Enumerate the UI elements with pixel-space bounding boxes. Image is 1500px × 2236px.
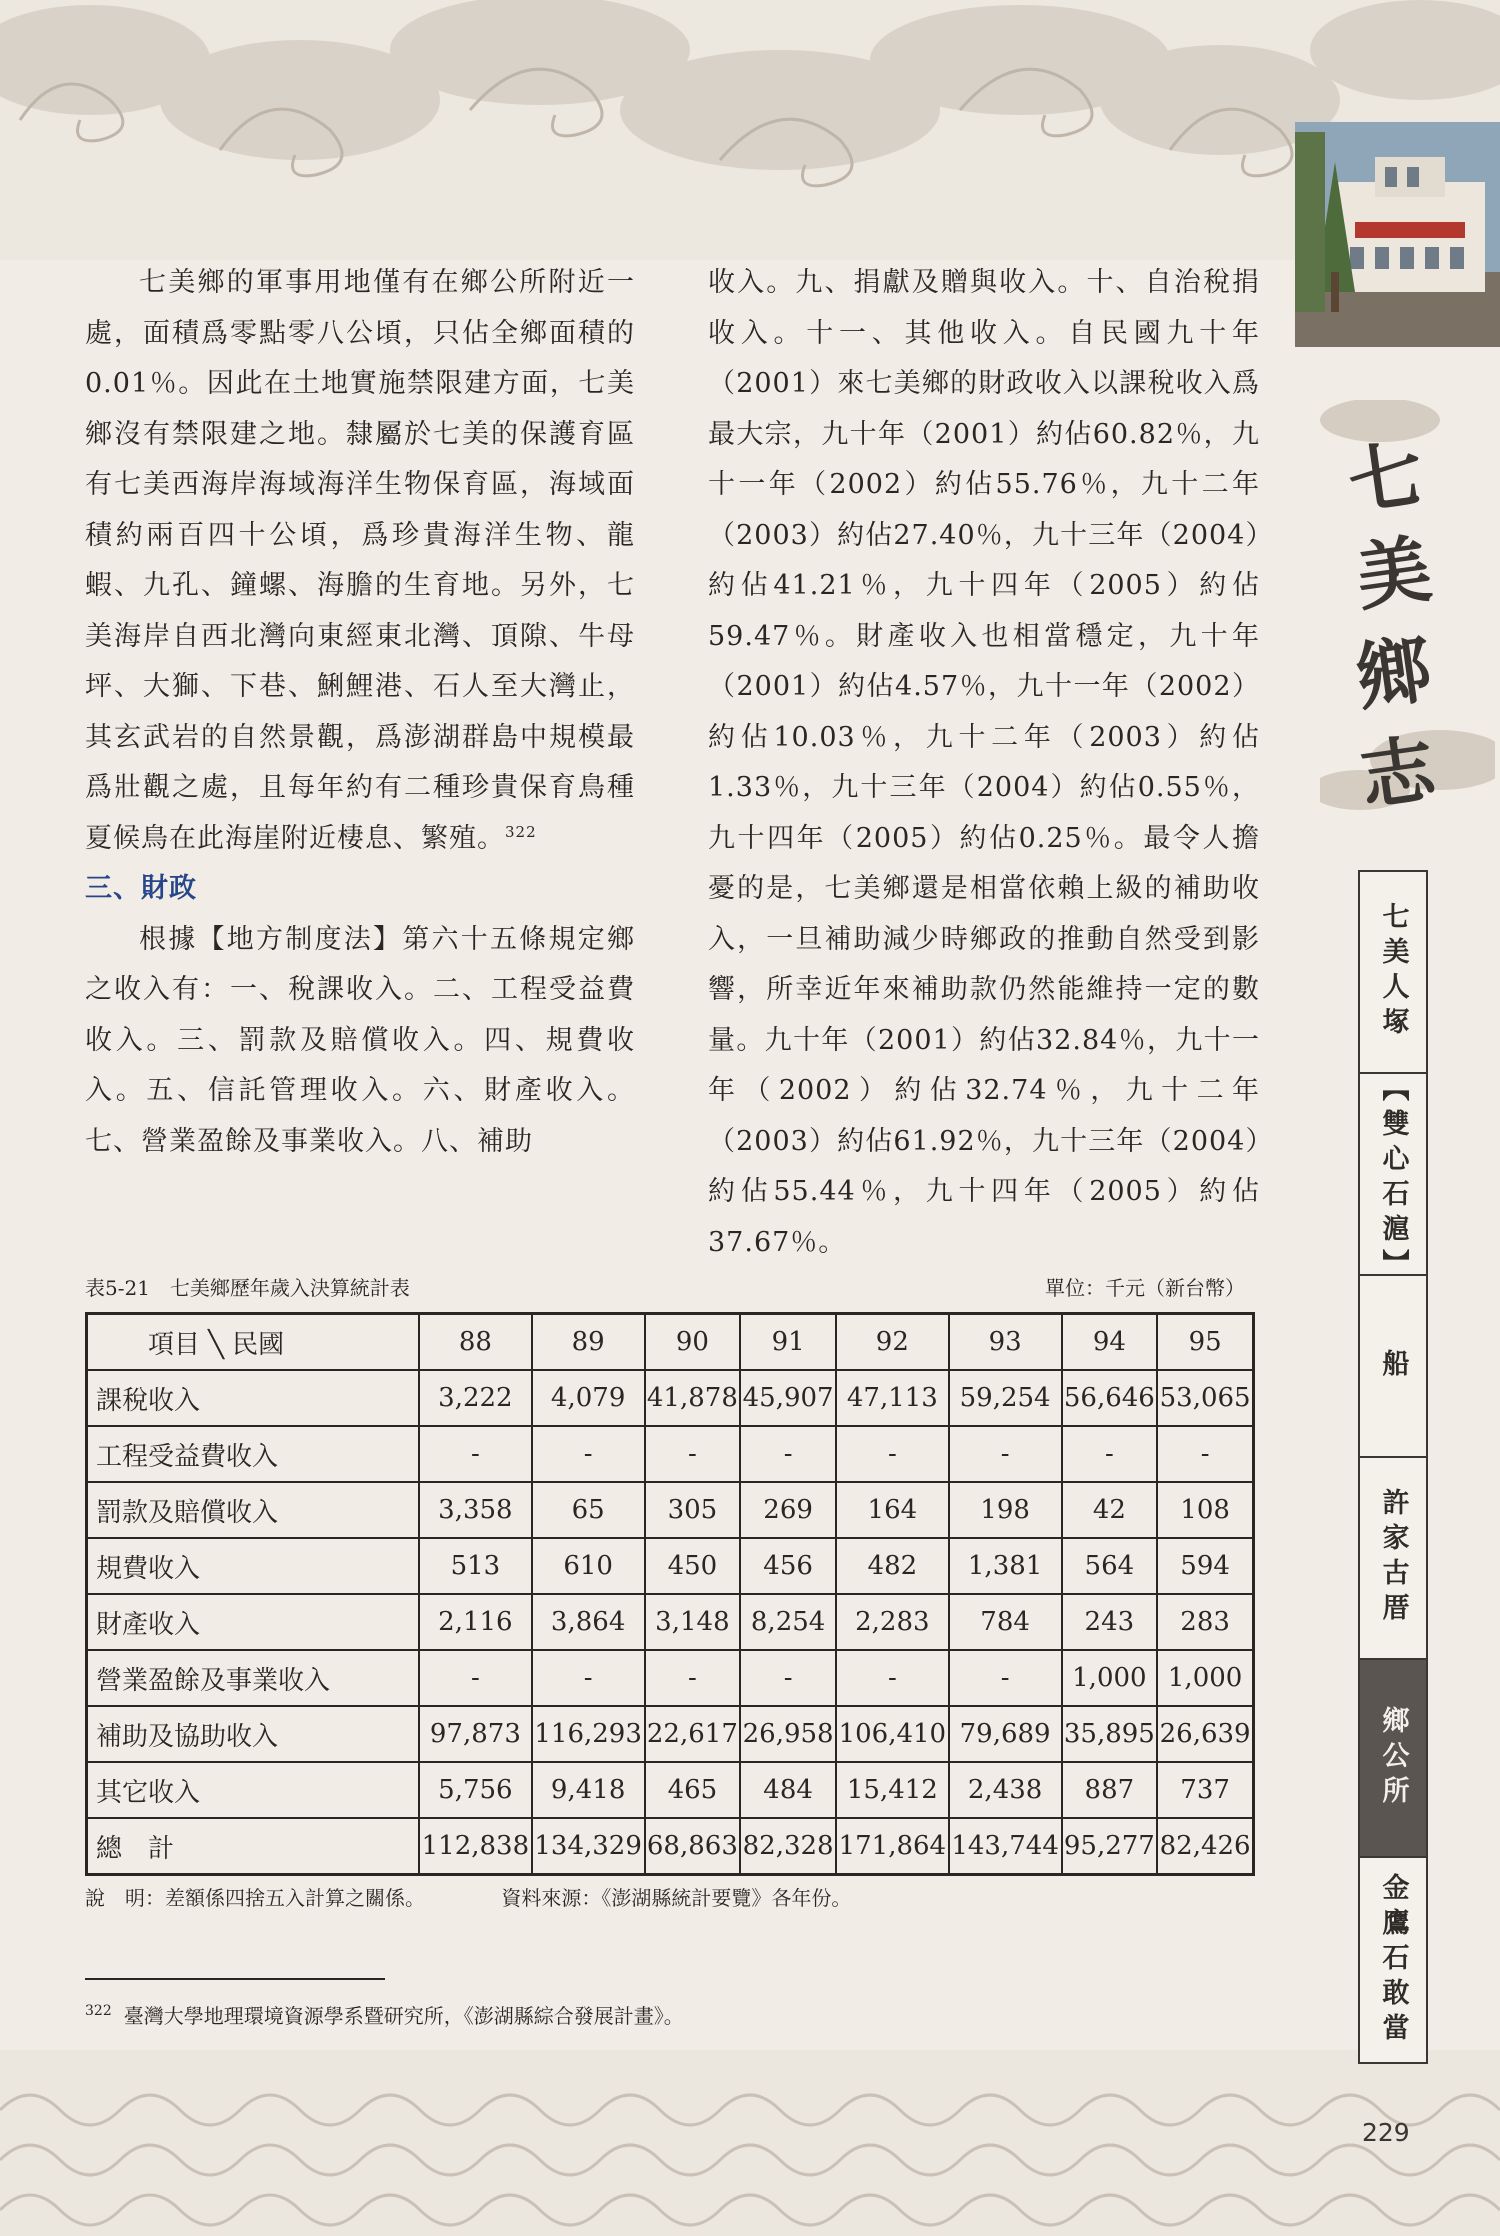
table-cell: 9,418 <box>532 1762 645 1818</box>
row-label: 規費收入 <box>87 1538 420 1594</box>
table-cell: - <box>419 1426 532 1482</box>
table-row <box>87 1594 1254 1650</box>
table-cell: 164 <box>836 1482 949 1538</box>
year-header: 91 <box>740 1314 836 1371</box>
table-cell: 887 <box>1062 1762 1158 1818</box>
paragraph-text: 七美鄉的軍事用地僅有在鄉公所附近一處，面積爲零點零八公頃，只佔全鄉面積的0.01％。因此在土地實施禁限建方面，七美鄉沒有禁限建之地。隸屬於七美的保護育區有七美西海岸海域海洋生物保育區，海域面積約兩百四十公頃，爲珍貴海洋生物、龍蝦、九孔、鐘螺、海膽的生育地。另外，七美海岸自西北灣向東經東北灣、頂隙、牛母坪、大獅、下巷、鯏鯉港、石人至大灣止，其玄武岩的自然景觀，爲澎湖群島中規模最爲壯觀之處，且每年約有二種珍貴保育鳥種夏候鳥在此海崖附近棲息、繁殖。 <box>85 267 635 854</box>
table-cell: 116,293 <box>532 1706 645 1762</box>
title-char: 美 <box>1351 526 1437 622</box>
table-cell: - <box>836 1650 949 1706</box>
table-cell: 482 <box>836 1538 949 1594</box>
table-cell: 450 <box>645 1538 741 1594</box>
table-caption: 表5-21 七美鄉歷年歲入決算統計表 <box>85 1276 410 1300</box>
table-row <box>87 1762 1254 1818</box>
table-cell: 82,426 <box>1157 1818 1253 1875</box>
table-row <box>87 1426 1254 1482</box>
table-cell: 305 <box>645 1482 741 1538</box>
book-title-logo <box>1320 400 1495 830</box>
row-label: 工程受益費收入 <box>87 1426 420 1482</box>
table-row <box>87 1370 1254 1426</box>
table-cell: 4,079 <box>532 1370 645 1426</box>
table-row <box>87 1482 1254 1538</box>
table-cell: - <box>740 1650 836 1706</box>
table-cell: - <box>949 1650 1062 1706</box>
section-heading-finance: 三、財政 <box>85 873 197 904</box>
table-cell: 26,958 <box>740 1706 836 1762</box>
table-cell: 53,065 <box>1157 1370 1253 1426</box>
footnote-text: 臺灣大學地理環境資源學系暨研究所，《澎湖縣綜合發展計畫》。 <box>123 2004 684 2028</box>
table-cell: 108 <box>1157 1482 1253 1538</box>
title-char: 志 <box>1355 726 1441 822</box>
tab-qimei-tomb[interactable] <box>1360 872 1426 1074</box>
table-note: 說 明：差額係四捨五入計算之關係。 <box>85 1886 425 1910</box>
table-header-row <box>87 1314 1254 1371</box>
table-cell: 594 <box>1157 1538 1253 1594</box>
table-cell: - <box>1062 1426 1158 1482</box>
table-cell: 2,438 <box>949 1762 1062 1818</box>
table-unit: 單位：千元（新台幣） <box>1045 1276 1245 1300</box>
table-cell: - <box>836 1426 949 1482</box>
table-cell: 79,689 <box>949 1706 1062 1762</box>
table-cell: 95,277 <box>1062 1818 1158 1875</box>
footnote-mark: 322 <box>85 2003 112 2020</box>
table-cell: 1,000 <box>1062 1650 1158 1706</box>
tab-label: 七美人塚 <box>1377 902 1409 1042</box>
table-cell: 35,895 <box>1062 1706 1158 1762</box>
cloud-border-top <box>0 0 1500 260</box>
table-cell: 484 <box>740 1762 836 1818</box>
tab-label: 【雙心石滬】 <box>1377 1074 1409 1284</box>
table-cell: 3,358 <box>419 1482 532 1538</box>
year-header: 93 <box>949 1314 1062 1371</box>
table-cell: 243 <box>1062 1594 1158 1650</box>
table-cell: 106,410 <box>836 1706 949 1762</box>
row-label: 罰款及賠償收入 <box>87 1482 420 1538</box>
year-header: 88 <box>419 1314 532 1371</box>
table-source: 資料來源：《澎湖縣統計要覽》各年份。 <box>501 1886 852 1910</box>
page-number: 229 <box>1362 2118 1410 2147</box>
tab-label: 鄉公所 <box>1377 1705 1409 1811</box>
paragraph-revenue-law: 根據【地方制度法】第六十五條規定鄉之收入有：一、稅課收入。二、工程受益費收入。三、罰款及賠償收入。四、規費收入。五、信託管理收入。六、財產收入。七、營業盈餘及事業收入。八、補助 <box>85 923 635 1157</box>
table-cell: 22,617 <box>645 1706 741 1762</box>
table-cell: 2,283 <box>836 1594 949 1650</box>
table-cell: 465 <box>645 1762 741 1818</box>
table-cell: 47,113 <box>836 1370 949 1426</box>
row-label: 營業盈餘及事業收入 <box>87 1650 420 1706</box>
table-cell: 8,254 <box>740 1594 836 1650</box>
table-cell: 610 <box>532 1538 645 1594</box>
table-cell: 737 <box>1157 1762 1253 1818</box>
year-header: 89 <box>532 1314 645 1371</box>
year-header: 94 <box>1062 1314 1158 1371</box>
year-header: 90 <box>645 1314 741 1371</box>
footnote-divider <box>85 1978 385 1980</box>
tab-township-office[interactable] <box>1360 1660 1426 1858</box>
side-tab-bar <box>1358 870 1428 2064</box>
table-cell: - <box>532 1650 645 1706</box>
table-cell: - <box>645 1426 741 1482</box>
tab-eagle-stone[interactable] <box>1360 1858 1426 2062</box>
table-cell: 456 <box>740 1538 836 1594</box>
tab-boat[interactable] <box>1360 1276 1426 1458</box>
table-cell: - <box>532 1426 645 1482</box>
table-cell: 97,873 <box>419 1706 532 1762</box>
row-label: 其它收入 <box>87 1762 420 1818</box>
table-cell: 3,222 <box>419 1370 532 1426</box>
table-cell: 283 <box>1157 1594 1253 1650</box>
table-cell: 1,381 <box>949 1538 1062 1594</box>
tab-label: 船 <box>1377 1348 1409 1384</box>
year-header: 92 <box>836 1314 949 1371</box>
building-photo <box>1295 122 1500 347</box>
row-label: 補助及協助收入 <box>87 1706 420 1762</box>
tab-label: 金鷹石敢當 <box>1377 1872 1409 2048</box>
table-cell: - <box>949 1426 1062 1482</box>
text-column-right <box>708 258 1260 1268</box>
table-row <box>87 1538 1254 1594</box>
table-cell: - <box>740 1426 836 1482</box>
table-cell: - <box>419 1650 532 1706</box>
footnote-ref[interactable]: 322 <box>505 822 537 841</box>
paragraph-military-land <box>85 258 635 864</box>
table-cell: 269 <box>740 1482 836 1538</box>
table-cell: 26,639 <box>1157 1706 1253 1762</box>
table-cell: 3,148 <box>645 1594 741 1650</box>
tab-xu-house[interactable] <box>1360 1458 1426 1660</box>
table-cell: 41,878 <box>645 1370 741 1426</box>
table-cell: 2,116 <box>419 1594 532 1650</box>
table-cell: - <box>645 1650 741 1706</box>
table-corner-cell: 項目 ╲ 民國 <box>87 1314 420 1371</box>
table-cell: 5,756 <box>419 1762 532 1818</box>
tab-label: 許家古厝 <box>1377 1488 1409 1628</box>
table-row <box>87 1818 1254 1875</box>
table-cell: 1,000 <box>1157 1650 1253 1706</box>
row-label: 總 計 <box>87 1818 420 1875</box>
table-cell: 82,328 <box>740 1818 836 1875</box>
table-cell: 68,863 <box>645 1818 741 1875</box>
table-cell: 42 <box>1062 1482 1158 1538</box>
table-cell: 45,907 <box>740 1370 836 1426</box>
table-cell: 15,412 <box>836 1762 949 1818</box>
title-char: 七 <box>1343 431 1429 527</box>
table-cell: 784 <box>949 1594 1062 1650</box>
text-column-left <box>85 258 635 1167</box>
table-cell: 564 <box>1062 1538 1158 1594</box>
table-cell: 143,744 <box>949 1818 1062 1875</box>
table-cell: 513 <box>419 1538 532 1594</box>
table-cell: 171,864 <box>836 1818 949 1875</box>
table-cell: 65 <box>532 1482 645 1538</box>
wave-border-bottom <box>0 2050 1500 2236</box>
table-body <box>87 1370 1254 1875</box>
row-label: 課稅收入 <box>87 1370 420 1426</box>
table-notes <box>85 1882 921 1911</box>
footnote <box>85 2000 684 2029</box>
table-cell: 134,329 <box>532 1818 645 1875</box>
row-label: 財產收入 <box>87 1594 420 1650</box>
table-row <box>87 1650 1254 1706</box>
paragraph-revenue-analysis: 收入。九、捐獻及贈與收入。十、自治稅捐收入。十一、其他收入。自民國九十年（2001）來七美鄉的財政收入以課稅收入爲最大宗，九十年（2001）約佔60.82％，九十一年（2002）約佔55.76％，九十二年（2003）約佔27.40％，九十三年（2004）約佔41.21％，九十四年（2005）約佔59.47％。財產收入也相當穩定，九十年（2001）約佔4.57％，九十一年（2002）約佔10.03％，九十二年（2003）約佔1.33％，九十三年（2004）約佔0.55％，九十四年（2005）約佔0.25％。最令人擔憂的是，七美鄉還是相當依賴上級的補助收入，一旦補助減少時鄉政的推動自然受到影響，所幸近年來補助款仍然能維持一定的數量。九十年（2001）約佔32.84％，九十一年（2002）約佔32.74％，九十二年（2003）約佔61.92％，九十三年（2004）約佔55.44％，九十四年（2005）約佔37.67％。 <box>708 267 1260 1258</box>
revenue-table <box>85 1312 1255 1876</box>
year-header: 95 <box>1157 1314 1253 1371</box>
table-cell: 198 <box>949 1482 1062 1538</box>
table-cell: 56,646 <box>1062 1370 1158 1426</box>
table-cell: 3,864 <box>532 1594 645 1650</box>
title-char: 鄉 <box>1351 626 1437 722</box>
tab-twin-hearts[interactable] <box>1360 1074 1426 1284</box>
table-cell: - <box>1157 1426 1253 1482</box>
table-row <box>87 1706 1254 1762</box>
table-cell: 59,254 <box>949 1370 1062 1426</box>
table-cell: 112,838 <box>419 1818 532 1875</box>
